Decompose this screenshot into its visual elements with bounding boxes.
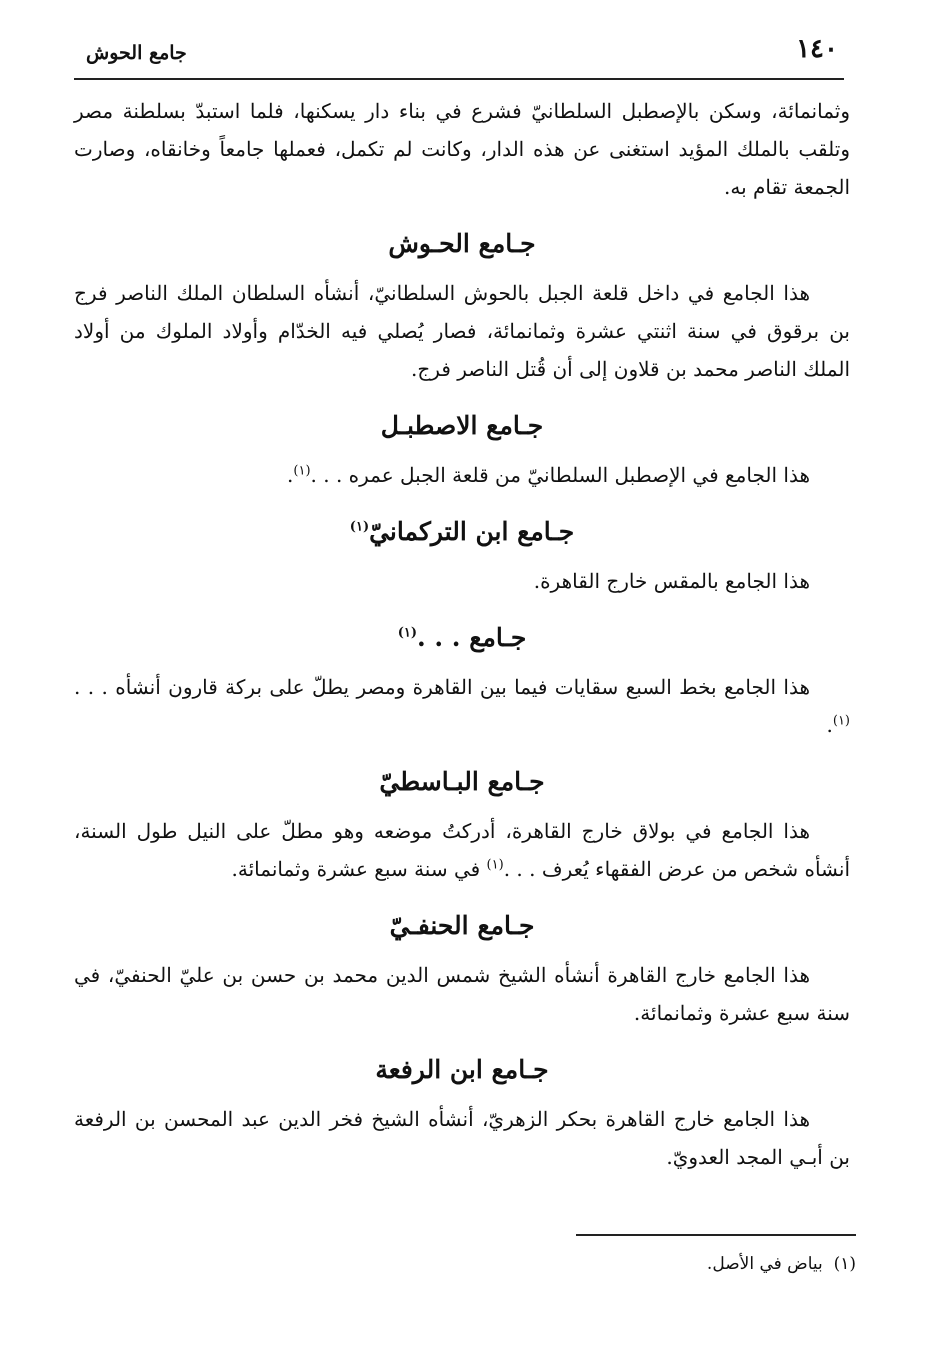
footnote-ref: (١): [486, 857, 504, 873]
running-title: جامع الحوش: [86, 42, 187, 64]
section-paragraph: هذا الجامع في بولاق خارج القاهرة، أدركتُ موضعه وهو مطلّ على النيل طول السنة، أنشأه شخص من عرض الفقهاء يُعرف . . .$^{(١)}$ في سنة سبع عشرة وثمانمائة.: [74, 819, 850, 881]
footnote: [576, 1250, 856, 1278]
page-number: ١٤٠: [796, 34, 838, 64]
footnote-ref: (١): [397, 625, 417, 641]
section-paragraph: هذا الجامع بخط السبع سقايات فيما بين القاهرة ومصر يطلّ على بركة قارون أنشأه . . .$^{(١)}$.: [74, 675, 850, 737]
section-title: جـامع الحنفـيّ: [389, 911, 535, 940]
section-title: جـامع الاصطبـل: [380, 411, 544, 440]
section-paragraph: هذا الجامع في الإصطبل السلطانيّ من قلعة الجبل عمره . . .$^{(١)}$.: [287, 463, 810, 487]
section-jami-ibn-al-rifa: [74, 1048, 850, 1176]
section-jami-al-hanafi: [74, 904, 850, 1032]
footnote-ref: (١): [349, 519, 370, 535]
section-title: جـامع ابن التركمانيّ$^{(١)}$: [349, 517, 575, 546]
section-jami-al-istabl: [74, 404, 850, 494]
section-paragraph: هذا الجامع في داخل قلعة الجبل بالحوش السلطانيّ، أنشأه السلطان الملك الناصر فرج بن برقوق في سنة اثنتي عشرة وثمانمائة، فصار يُصلي فيه الخدّام وأولاد الملوك من أولاد الملك الناصر محمد بن قلاون إلى أن قُتل الناصر فرج.: [74, 281, 850, 381]
section-jami-unnamed: [74, 616, 850, 744]
footnote-marker: (١): [833, 1254, 856, 1274]
section-title: جـامع . . .$^{(١)}$: [397, 623, 527, 652]
section-paragraph: هذا الجامع بالمقس خارج القاهرة.: [533, 569, 810, 593]
section-jami-al-basiti: [74, 760, 850, 888]
footnote-text: بياض في الأصل.: [706, 1254, 823, 1274]
section-title: جـامع ابن الرفعة: [375, 1055, 549, 1084]
section-title: جـامع الحـوش: [388, 229, 536, 258]
section-paragraph: هذا الجامع خارج القاهرة أنشأه الشيخ شمس الدين محمد بن حسن بن عليّ الحنفيّ، في سنة سبع عشرة وثمانمائة.: [74, 963, 850, 1025]
section-title: جـامع البـاسطيّ: [379, 767, 545, 796]
footnote-ref: (١): [293, 463, 311, 479]
intro-paragraph: وثمانمائة، وسكن بالإصطبل السلطانيّ فشرع في بناء دار يسكنها، فلما استبدّ بسلطنة مصر وتلقب بالملك المؤيد استغنى عن هذه الدار، وكانت لم تكمل، فعملها جامعاً وخانقاه، وصارت الجمعة تقام به.: [74, 99, 850, 199]
section-paragraph: هذا الجامع خارج القاهرة بحكر الزهريّ، أنشأه الشيخ فخر الدين عبد المحسن بن الرفعة بن أبـي المجد العدويّ.: [74, 1107, 850, 1169]
section-jami-al-hawsh: [74, 222, 850, 388]
section-jami-ibn-al-turkmani: [74, 510, 850, 600]
footnotes: [576, 1234, 856, 1278]
running-head: [74, 34, 844, 80]
footnote-ref: (١): [832, 713, 850, 729]
main-text: [74, 92, 850, 1176]
